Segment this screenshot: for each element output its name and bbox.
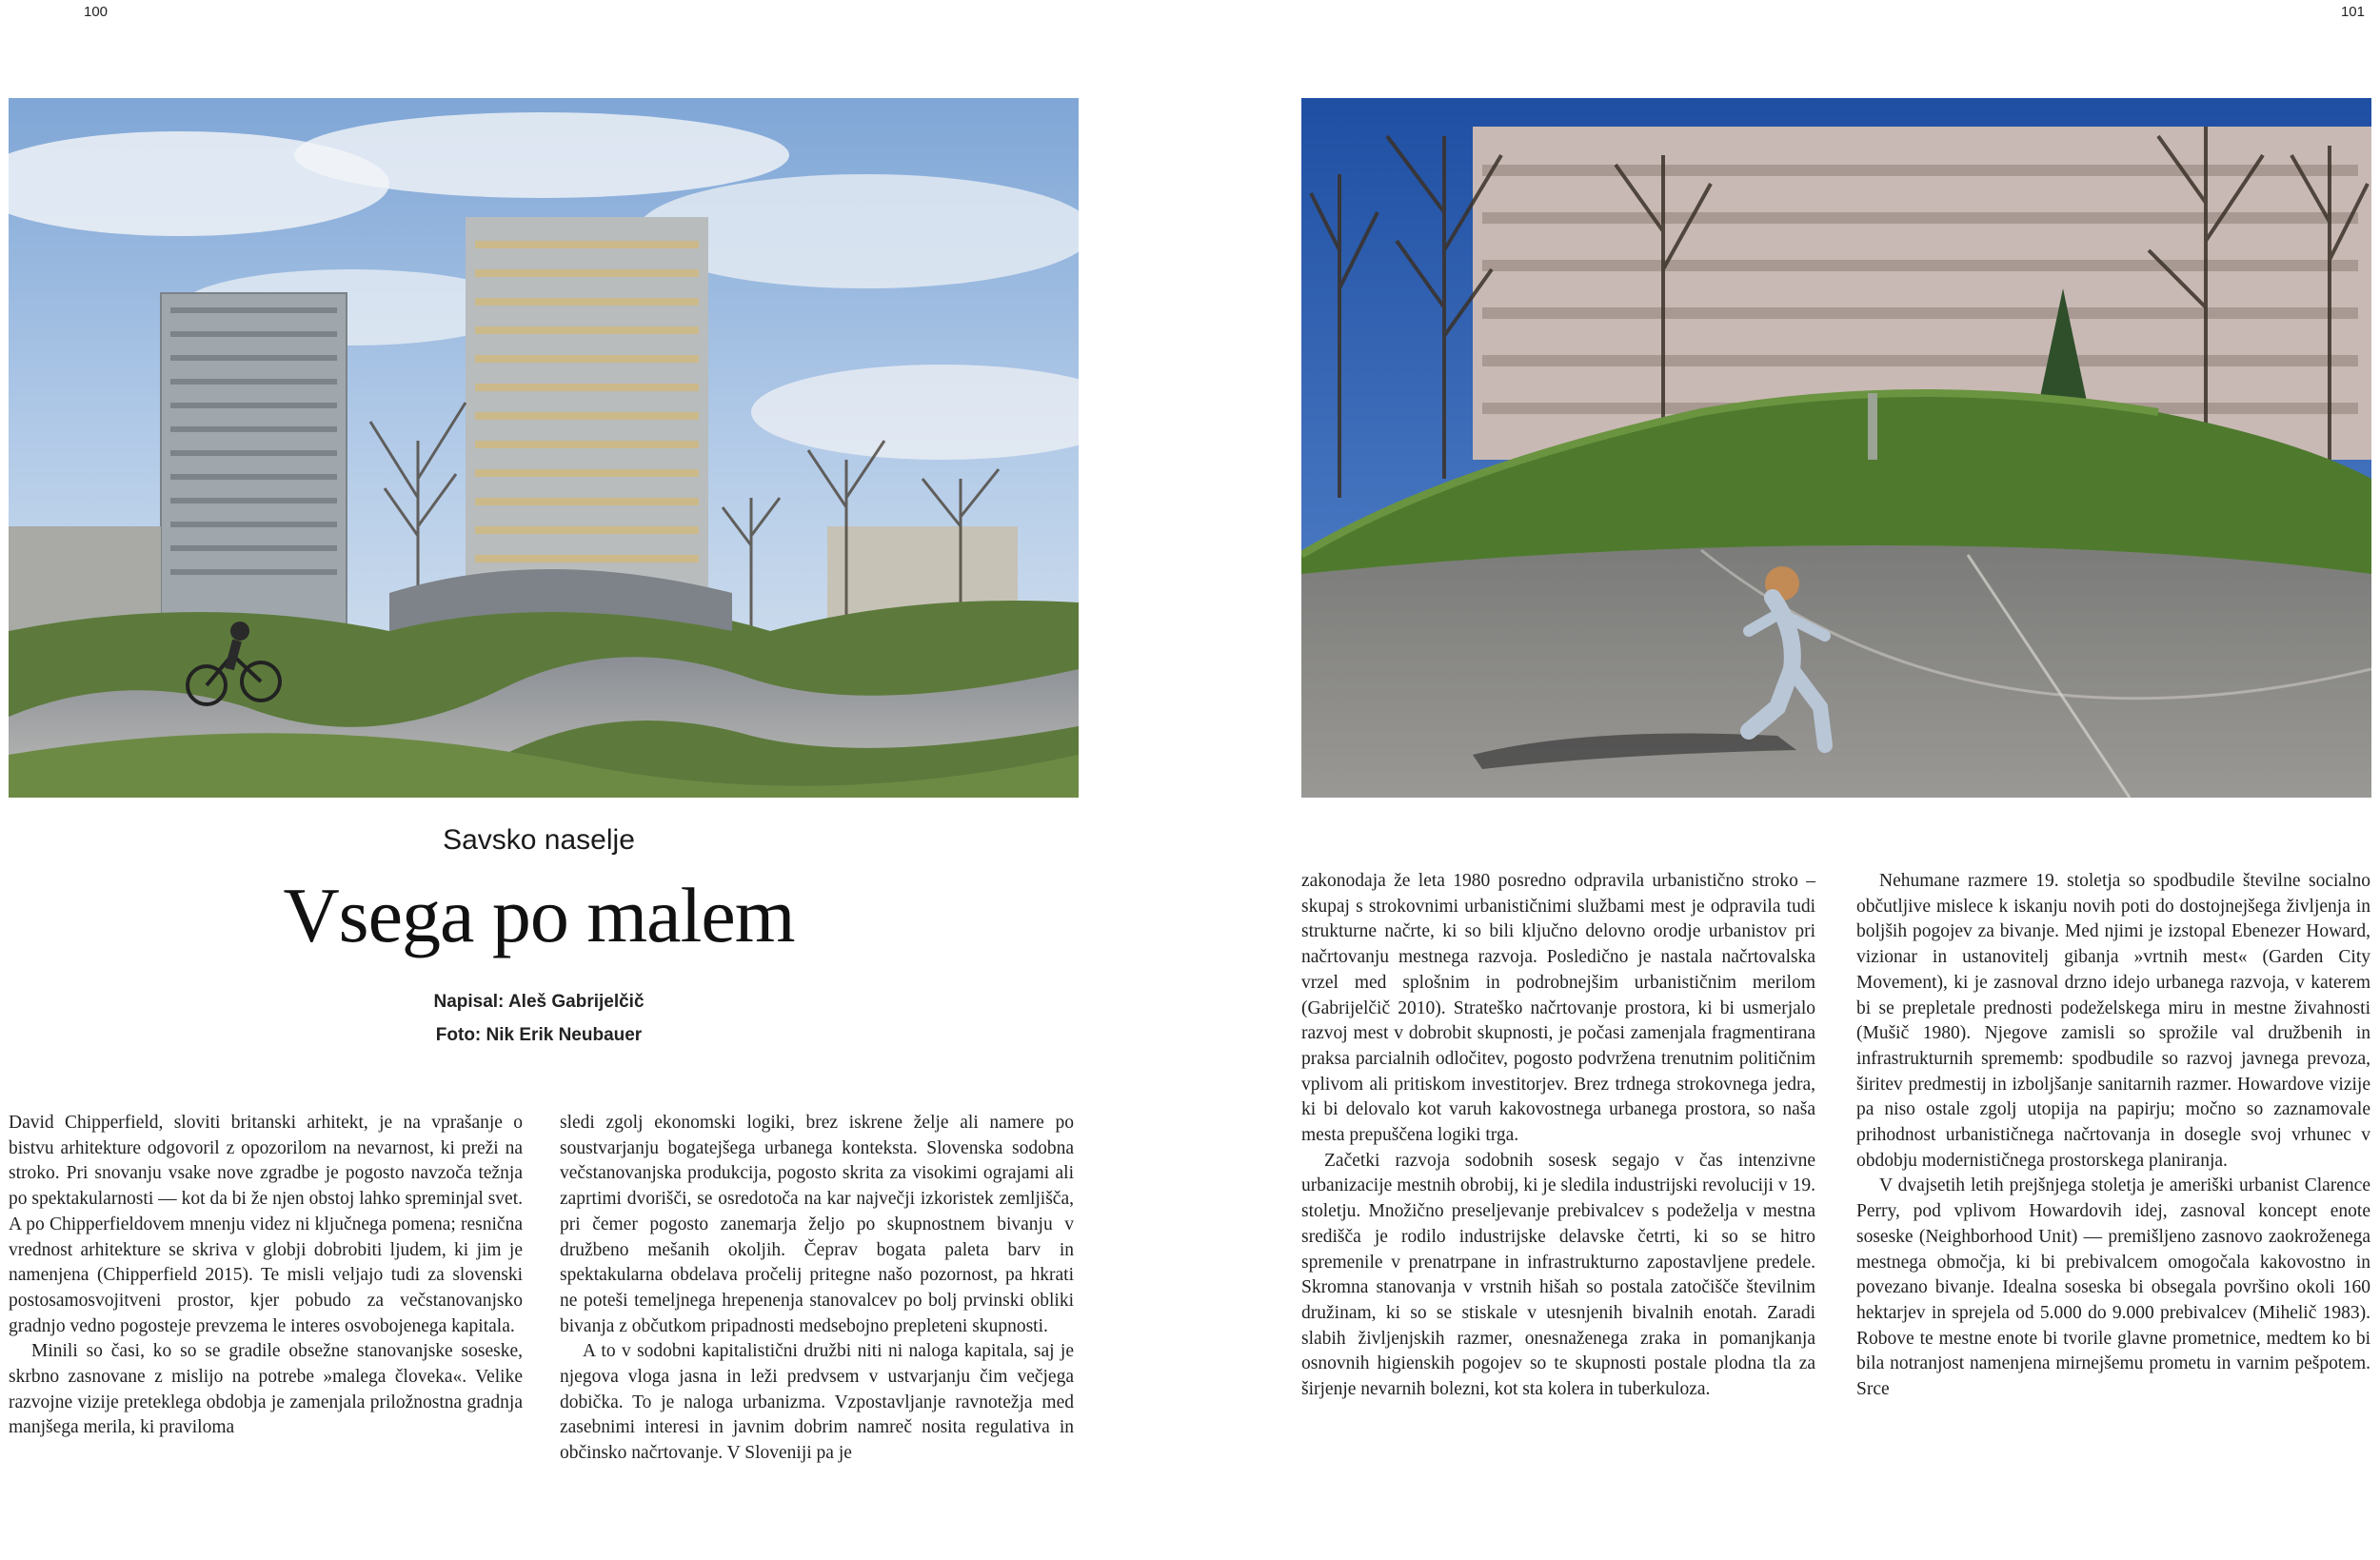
pump-track-illustration — [9, 98, 1079, 798]
paragraph: V dvajsetih letih prejšnjega stoletja je ameriški urbanist Clarence Perry, pod vplivom Howardovih idej, zasnoval koncept enote soseske (Neighborhood Unit) — premišljeno zasnovo zaokroženega mestnega območja, ki bi prebivalcem omogočala kakovostno in povezano bivanje. Idealna soseska bi obsegala površino okoli 160 hektarjev in sprejela od 5.000 do 9.000 prebivalcev (Mihelič 1983). Robove te mestne enote bi tvorile glavne prometnice, medtem ko bi bila notranjost namenjena mirnejšemu prometu in varnim pešpotem. Srce — [1856, 1175, 2370, 1400]
text-column-4 — [1856, 869, 2370, 1403]
paragraph: Nehumane razmere 19. stoletja so spodbudile številne socialno občutljive mislece k iskanju novih poti do dostojnejšega življenja in boljših pogojev za bivanje. Med njimi je izstopal Ebenezer Howard, vizionar in ustanovitelj gibanja »vrtnih mest« (Garden City Movement), ki je zasnoval drzno idejo urbanega razvoja, v katerem bi se prepletale prednosti podeželskega miru in mestne živahnosti (Mušič 1980). Njegove zamisli so sprožile val družbenih in infrastrukturnih sprememb: spodbudile so razvoj javnega prevoza, širitev predmestij in izboljšanje sanitarnih razmer. Howardove vizije pa niso ostale zgolj utopija na papirju; močno so zaznamovale prihodnost urbanističnega načrtovanja in dosegle svoj vrhunec v obdobju modernističnega prostorskega planiranja. — [1856, 871, 2370, 1171]
paragraph: David Chipperfield, sloviti britanski arhitekt, je na vprašanje o bistvu arhitekture odgovoril z opozorilom na nevarnost, ki preži na stroko. Pri snovanju vsake nove zgradbe je pogosto navzoča težnja po spektakularnosti — kot da bi že njen obstoj lahko spreminjal svet. A po Chipperfieldovem mnenju videz ni ključnega pomena; resnična vrednost arhitekture se skriva v globji dobrobiti ljudem, ki jim je namenjena (Chipperfield 2015). Te misli veljajo tudi za slovenski postosamosvojitveni prostor, kjer pobudo za večstanovanjsko gradnjo vedno pogosteje prevzema le interes osvobojenega kapitala. — [9, 1113, 523, 1336]
photo-pump-track — [9, 98, 1079, 798]
article-title: Vsega po malem — [283, 872, 795, 958]
paragraph: Minili so časi, ko so se gradile obsežne stanovanjske soseske, skrbno zasnovane z mislijo na potrebe »malega človeka«. Velike razvojne vizije preteklega obdobja je zamenjala priložnostna gradnja manjšega merila, ki praviloma — [9, 1341, 523, 1438]
paragraph: sledi zgolj ekonomski logiki, brez iskrene želje ali namere po soustvarjanju bogatejšega urbanega konteksta. Slovenska sodobna večstanovanjska produkcija, pogosto skrita za visokimi ograjami ali zaprtimi dvorišči, se osredotoča na kar največji izkoristek zemljišča, pri čemer pogosto zanemarja željo po skupnostnem bivanju v družbeno mešanih okoljih. Čeprav bogata paleta barv in spektakularna obdelava pročelij pritegne našo pozornost, pa hkrati ne poteši temeljnega hrepenenja stanovalcev po bolj prvinski obliki bivanja z občutkom pripadnosti medsebojno prepleteni skupnosti. — [560, 1113, 1074, 1336]
paragraph: zakonodaja že leta 1980 posredno odpravila urbanistično stroko – skupaj s strokovnimi urbanističnimi službami mest je odpravila tudi strukturne načrte, ki so bili ključno delovno orodje urbanistov pri načrtovanju mestnega razvoja. Posledično je nastala načrtovalska vrzel med splošnim in podrobnejšim urbanističnim merilom (Gabrijelčič 2010). Strateško načrtovanje prostora, ki bi usmerjalo razvoj mest v dobrobit skupnosti, je počasi zamenjala fragmentirana praksa parcialnih odločitev, pogosto podvržena trenutnim političnim vplivom ali pritiskom investitorjev. Brez trdnega strokovnega jedra, ki bi delovalo kot varuh kakovostnega urbanega prostora, so naša mesta prepuščena logiki trga. — [1301, 871, 1815, 1146]
photo-child-running — [1301, 98, 2371, 798]
text-column-2 — [560, 1111, 1074, 1467]
paragraph: Začetki razvoja sodobnih sosesk segajo v čas intenzivne urbanizacije mestnih obrobij, ki je sledila industrijski revoluciji v 19. stoletju. Množično preseljevanje prebivalcev s podeželja v mestna središča je rodilo industrijske delavske četrti, ki so se hitro spremenile v prenatrpane in infrastrukturno zapostavljene predele. Skromna stanovanja v vrstnih hišah so postala zatočišče številnim družinam, ki so se stiskale v utesnjenih bivalnih enotah. Zaradi slabih življenjskih razmer, onesnaženega zraka in pomanjkanja osnovnih higienskih pogojev so te skupnosti postale plodna tla za širjenje nevarnih bolezni, kot sta kolera in tuberkuloza. — [1301, 1150, 1815, 1400]
photo-credit: Foto: Nik Erik Neubauer — [435, 1025, 643, 1045]
article-kicker: Savsko naselje — [443, 824, 635, 856]
page-number-left: 100 — [84, 4, 109, 20]
text-column-1 — [9, 1111, 523, 1441]
text-column-3 — [1301, 869, 1815, 1403]
paragraph: A to v sodobni kapitalistični družbi niti ni naloga kapitala, saj je njegova vloga jasna in leži predvsem v ustvarjanju čim večjega dobička. To je naloga urbanizma. Vzpostavljanje ravnotežja med zasebnimi interesi in javnim dobrim namreč nosita regulativa in občinsko načrtovanje. V Sloveniji pa je — [560, 1341, 1074, 1464]
courtyard-illustration — [1301, 98, 2371, 798]
page-number-right: 101 — [2340, 4, 2365, 20]
author-credit: Napisal: Aleš Gabrijelčič — [433, 992, 645, 1012]
